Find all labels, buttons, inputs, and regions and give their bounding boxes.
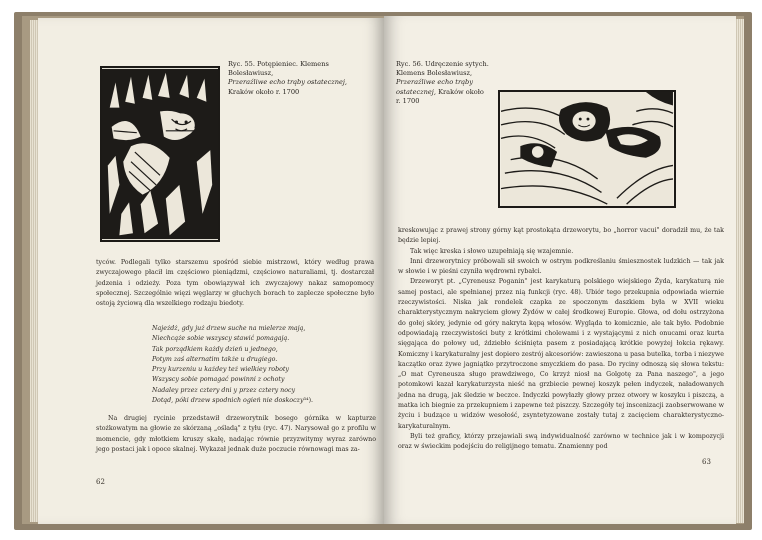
right-text-block	[398, 226, 724, 453]
woodcut-tormented-rich	[498, 90, 676, 208]
page-number-right: 63	[702, 458, 711, 466]
left-paragraph-2-text: Na drugiej rycinie przedstawił drzeworytnik bosego górnika w kapturze stożkowatym na głowie ze skórzaną „ośladą" z tyłu (ryc. 47). Narysował go z profilu w momencie, gdy młotkiem kruszy skałę, nadając równie przyzwitymy wyraz zarówno jego postaci jak i opoce skalnej. Wykazał jednak duże poczucie równowagi mas za-	[96, 415, 376, 453]
left-paragraph-1-text: tyców. Podlegali tylko starszemu spośród siebie mistrzowi, który według prawa zwyczajowego płacił im częściowo pieniądzmi, częściowo naturaliami, tj. dostarczał jedzenia i odzieży. Poza tym obowiązywał ich zwyczajowy nakaz samopomocy społecznej. Szczególnie więzi węglarzy w głuchych borach to zaplecze społeczne było ostoją życiową dla wszelkiego rodzaju biedoty.	[96, 259, 374, 308]
poem-line-5: Przy kurzeniu u każdey też wielkiey roboty	[152, 366, 289, 374]
figure-55-title-cont: ostatecznej,	[307, 78, 348, 87]
woodcut-figures-illustration	[500, 92, 674, 206]
poem-line-4: Potym zaś alternatim także u drugiego.	[152, 355, 278, 363]
figure-55-place-date: Kraków około r. 1700	[228, 87, 300, 96]
right-page	[384, 16, 736, 524]
woodcut-flames-illustration	[102, 68, 218, 240]
figure-56-title-cont: ostatecznej,	[396, 87, 436, 96]
page-number-left: 62	[96, 478, 105, 486]
right-paragraph-3: Inni drzeworytnicy próbowali sił swoich w ostrym podkreślaniu śmiesznostek ludzkich — tak jak w słowie i w pieśni czyniła wędrowni rybałci.	[398, 257, 724, 276]
poem-line-6: Wszyscy sobie pomagać powinni z ochoty	[152, 376, 285, 384]
right-paragraph-4: Drzeworyt pt. „Cyreneusz Poganin" jest karykaturą polskiego wiejskiego Żyda, karykaturą nie samej postaci, ale spełnianej przez nią funkcji (ryc. 48). Ubiór tego przekupnia odpowiada wiernie rzeczywistości. Niska jak rondelek czapka ze spoczonym daszkiem była w XVII wieku charakterystycznym nakryciem głowy Żydów w całej środkowej Europie. Głowa, od dołu ostrzyżona do gołej skóry, jedynie od góry nakryta kępą włosów. Wygląda to komicznie, ale tak było. Podobnie odpowiadają rzeczywistości buty z krótkimi cholewami i z wystającymi z nich onucami oraz kurta sięgająca do połowy ud, ździebło ściśnięta pasem z posiadającą krótkie powyżej łokcia rękawy. Komiczny i karykaturalny jest dopiero zestrój akcesoriów: zawieszona u pasa butelka, torba i niezywe kaczątko oraz żywe jagniątko przytroczone smyczkiem do pasa. Do ryciny odnoszą się słowa tekstu: „O mat Cyreneusza sługo prawdziwego, Co krzyż niosł na Golgotę za Pana naszego", a jego potomkowi kazał karykaturzysta nieść na grzbiecie pewnej koszyk pełen indyczek, naładowanych jedna na drugą, jak śledzie w beczce. Indyczki powyłazły głowy przez otwory w koszyku i piszczą, a matka ich biegnie za przekupniem i zapewne też piszczy. Szczegóły tej inscenizacji zaobserwowane w życiu i budzące u widzów wesołość, zsyntetyzowane zostały tutaj z zacięciem charakterystyczno-karykaturalnym.	[398, 278, 724, 430]
footnote-marker: ³⁴).	[303, 397, 314, 405]
figure-56-caption	[396, 60, 500, 106]
figure-55-title: Przeraźliwe echo trąby	[228, 78, 305, 87]
left-page	[38, 18, 384, 524]
poem-line-1: Najeżdż, gdy już drzew suche na mielerze mają,	[152, 325, 306, 332]
figure-55-caption	[228, 60, 373, 97]
poem-line-3: Tak porządkiem każdy dzień u jednego,	[152, 345, 278, 353]
poem-line-8: Dotąd, póki drzew spodnich ogień nie doskoczy	[152, 397, 304, 405]
right-paragraph-1: kreskowując z prawej strony górny kąt prostokąta drzeworytu, bo „horror vacui" doradził mu, że tak będzie lepiej.	[398, 227, 724, 245]
figure-56-author: Klemens Bolesławiusz,	[396, 69, 473, 78]
figure-56-number: Ryc. 56. Udręczenie sytych.	[396, 60, 489, 68]
poem-line-2: Niechcąże sobie wszyscy stawić pomagają.	[152, 335, 290, 343]
miners-poem	[152, 324, 362, 406]
left-paragraph-1	[96, 258, 374, 309]
poem-line-7: Nadaley przez cztery dni y przez cztery nocy	[152, 386, 296, 394]
right-paragraph-5: Byli też graficy, którzy przejawiali swą indywidualność zarówno w technice jak i w kompozycji oraz w świeckim podejściu do religijnego tematu. Znamienny pod	[398, 432, 724, 451]
left-paragraph-2	[96, 414, 376, 455]
right-page-edges	[736, 19, 744, 523]
figure-56-title: Przeraźliwe echo trąby	[396, 78, 473, 87]
figure-55-number: Ryc. 55. Potępieniec. Klemens Bolesławiusz,	[228, 60, 329, 78]
woodcut-condemned-figure	[100, 66, 220, 242]
figure-56-place: Kraków około	[438, 87, 484, 96]
right-paragraph-2: Tak więc kreska i słowo uzupełniają się wzajemnie.	[410, 247, 574, 255]
figure-56-year: r. 1700	[396, 96, 420, 105]
